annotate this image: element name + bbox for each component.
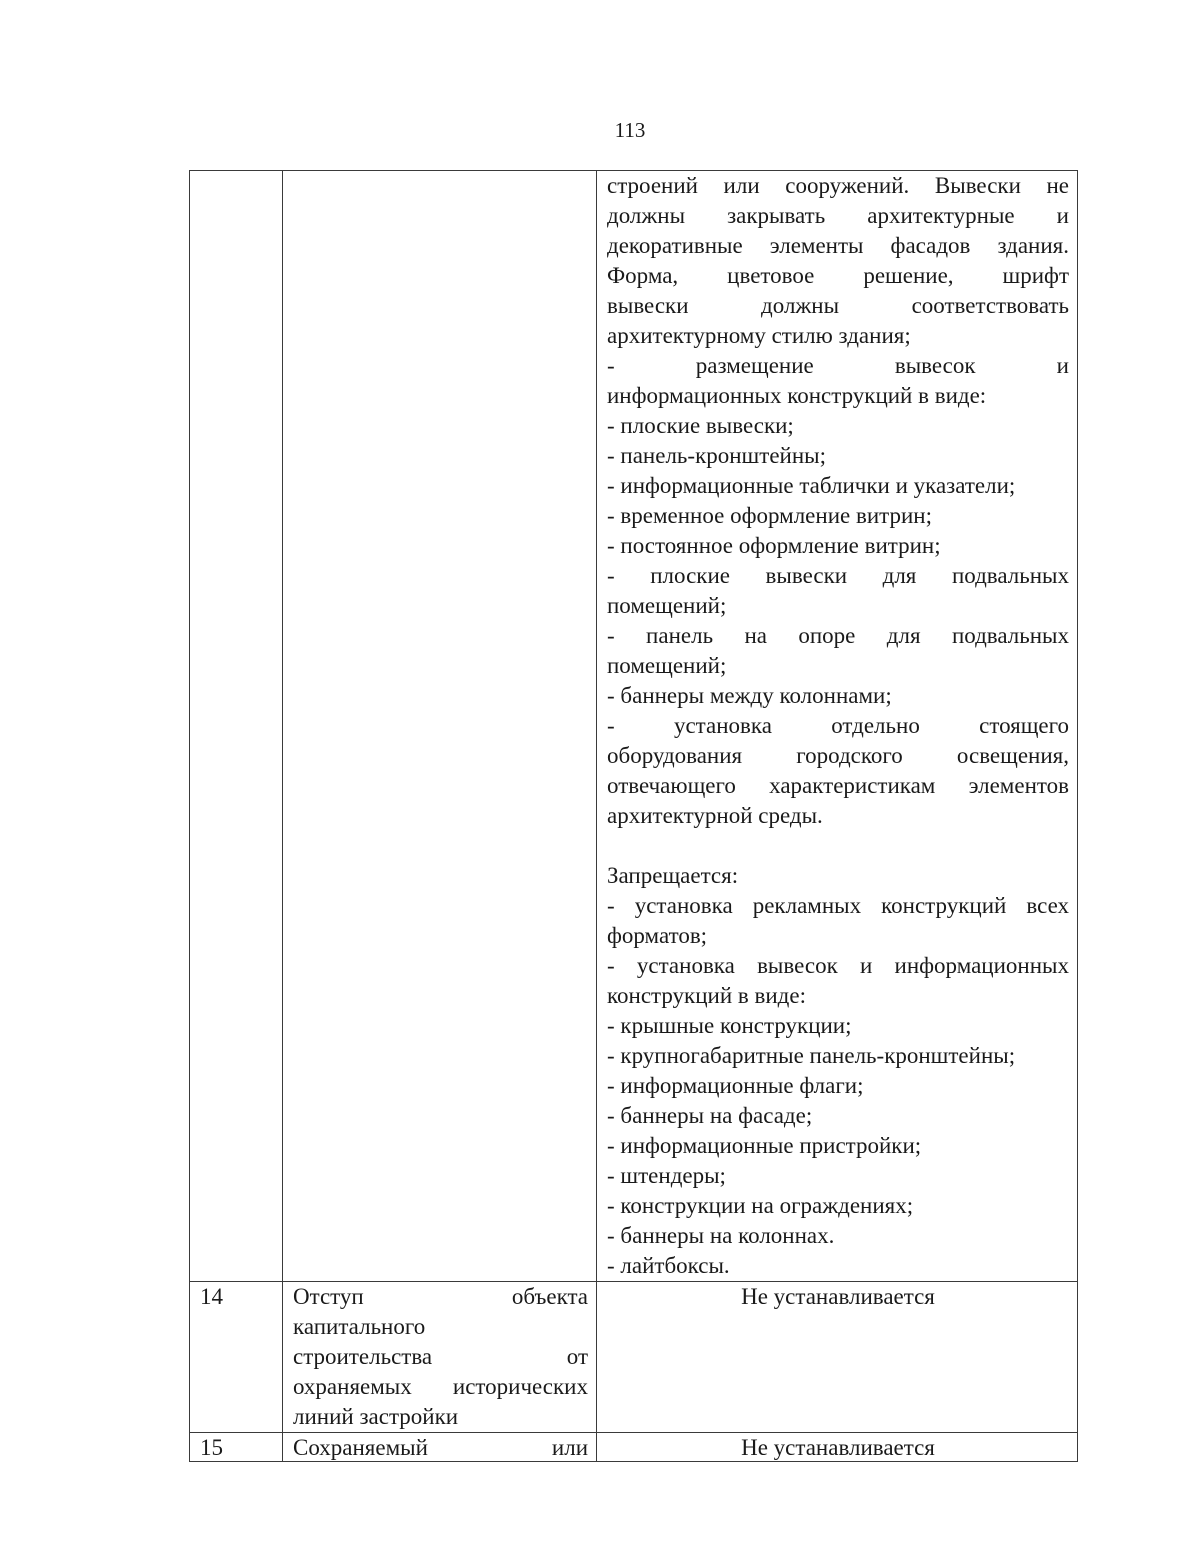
table-row [190, 1282, 1078, 1433]
list-item: - информационные пристройки; [607, 1133, 922, 1158]
cell-text: Не устанавливается [741, 1435, 935, 1460]
list-item: - плоские вывески; [607, 413, 794, 438]
text-line: Сохраняемый или [293, 1435, 588, 1460]
list-item: - лайтбоксы. [607, 1253, 730, 1278]
text-line: Форма, цветовое решение, шрифт [607, 263, 1069, 288]
text-line: помещений; [607, 653, 727, 678]
row-number-cell [190, 1433, 283, 1462]
text-line: помещений; [607, 593, 727, 618]
parameter-value-cell [597, 1433, 1078, 1462]
list-item: - штендеры; [607, 1163, 726, 1188]
list-item: - баннеры на фасаде; [607, 1103, 813, 1128]
text-line: вывески должны соответствовать [607, 293, 1069, 318]
text-line: оборудования городского освещения, [607, 743, 1069, 768]
row-number-cell [190, 171, 283, 1282]
list-item: - крупногабаритные панель-кронштейны; [607, 1043, 1016, 1068]
text-line: архитектурной среды. [607, 803, 823, 828]
text-line: Отступ объекта [293, 1284, 588, 1309]
text-line: отвечающего характеристикам элементов [607, 773, 1069, 798]
text-line: охраняемых исторических [293, 1374, 588, 1399]
page-number: 113 [614, 118, 646, 142]
list-item: - панель на опоре для подвальных [607, 623, 1069, 648]
regulations-table [189, 170, 1078, 1462]
parameter-value-cell: Не устанавливается [597, 1282, 1078, 1433]
table-row [190, 171, 1078, 1282]
list-item: - баннеры между колоннами; [607, 683, 892, 708]
row-number-cell: 14 [190, 1282, 283, 1433]
list-item: - установка вывесок и информационных [607, 953, 1069, 978]
prohibited-heading: Запрещается: [607, 863, 739, 888]
list-item: - установка отдельно стоящего [607, 713, 1069, 738]
paragraph-gap [607, 831, 1069, 861]
cell-text: 15 [200, 1435, 223, 1460]
parameter-value-cell [597, 171, 1078, 1282]
parameter-name-cell [283, 171, 597, 1282]
list-item: - временное оформление витрин; [607, 503, 932, 528]
list-item: - постоянное оформление витрин; [607, 533, 941, 558]
list-item: - баннеры на колоннах. [607, 1223, 835, 1248]
text-line: форматов; [607, 923, 708, 948]
text-line: информационных конструкций в виде: [607, 383, 987, 408]
parameter-name-cell [283, 1282, 597, 1433]
text-line: архитектурному стилю здания; [607, 323, 911, 348]
list-item: - установка рекламных конструкций всех [607, 893, 1069, 918]
text-line: конструкций в виде: [607, 983, 806, 1008]
text-line: - размещение вывесок и [607, 353, 1069, 378]
list-item: - конструкции на ограждениях; [607, 1193, 914, 1218]
text-line: строений или сооружений. Вывески не [607, 173, 1069, 198]
list-item: - информационные флаги; [607, 1073, 864, 1098]
list-item: - крышные конструкции; [607, 1013, 852, 1038]
text-line: линий застройки [293, 1404, 459, 1429]
text-line: должны закрывать архитектурные и [607, 203, 1069, 228]
list-item: - панель-кронштейны; [607, 443, 826, 468]
text-line: капитального [293, 1314, 426, 1339]
list-item: - плоские вывески для подвальных [607, 563, 1069, 588]
text-line: строительства от [293, 1344, 588, 1369]
parameter-name-cell [283, 1433, 597, 1462]
text-line: декоративные элементы фасадов здания. [607, 233, 1069, 258]
table-row [190, 1433, 1078, 1462]
list-item: - информационные таблички и указатели; [607, 473, 1016, 498]
